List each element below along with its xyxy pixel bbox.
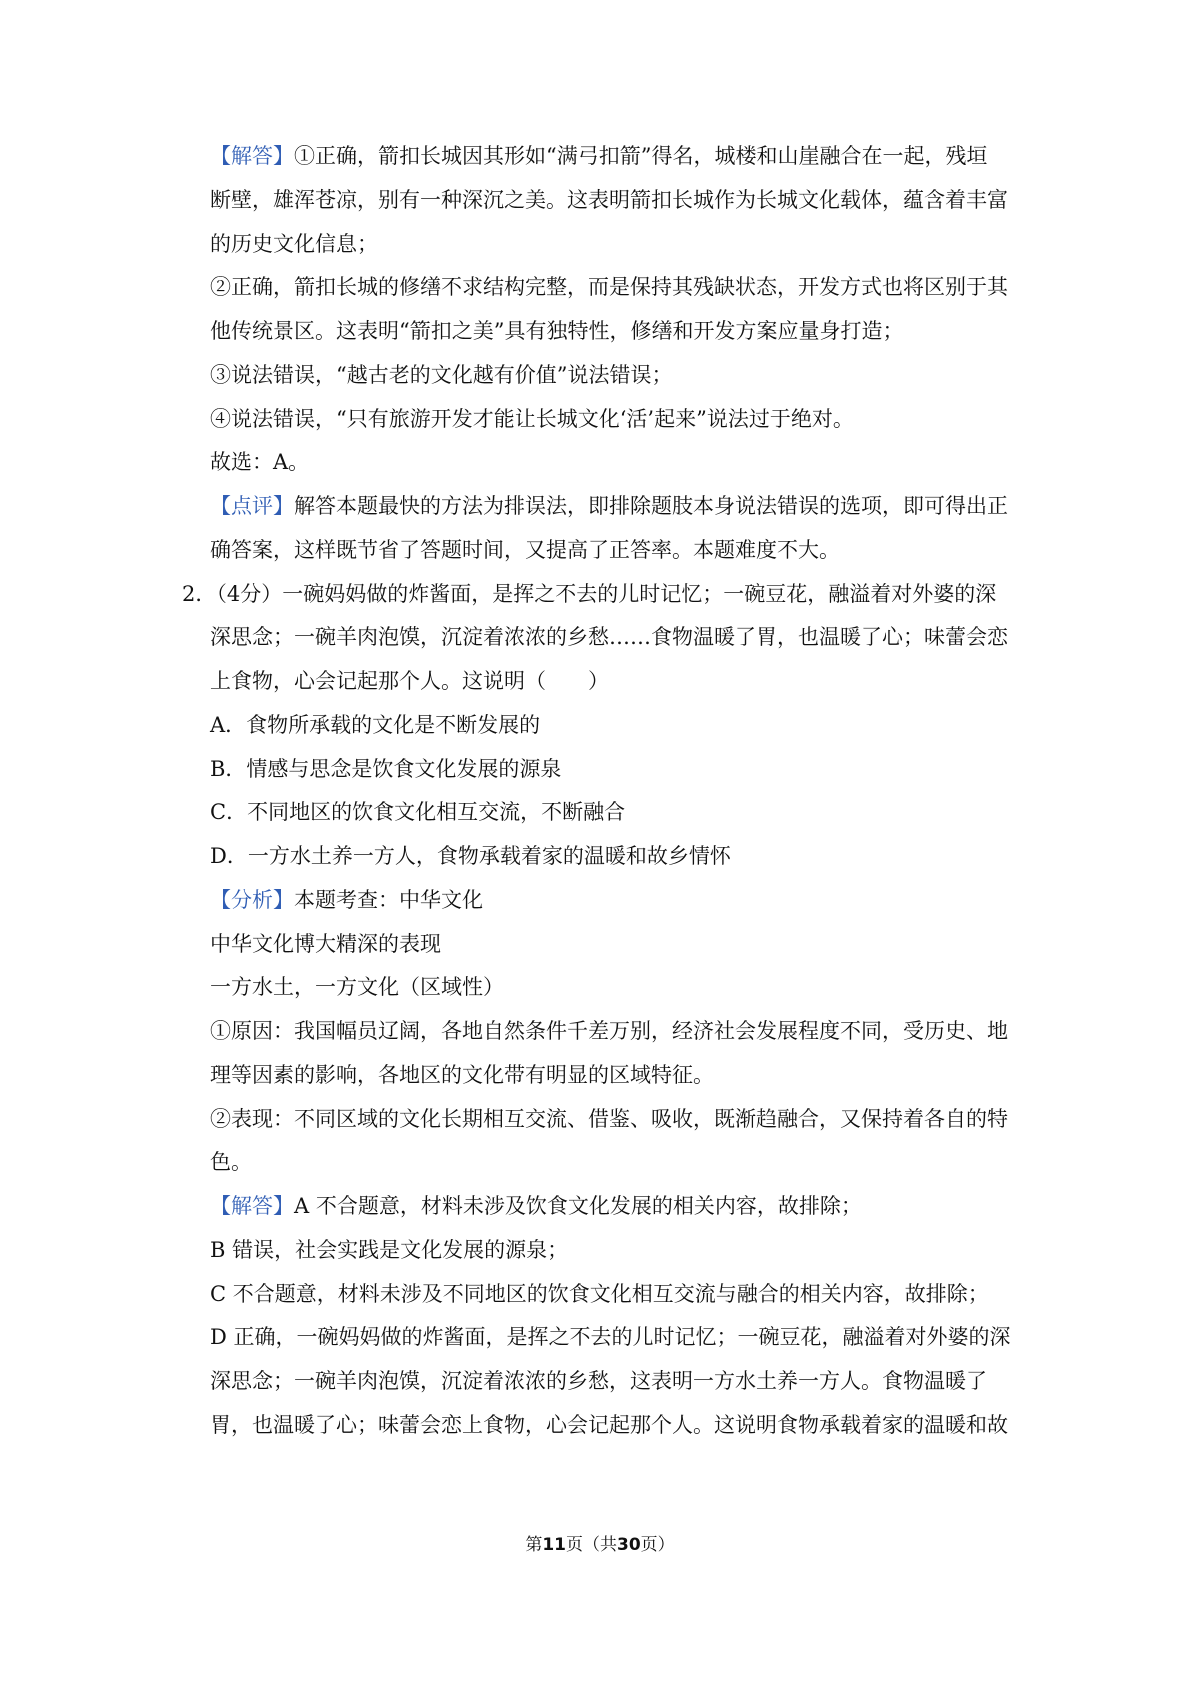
analysis-line-6: ②表现：不同区域的文化长期相互交流、借鉴、吸收，既渐趋融合，又保持着各自的特 [210,1107,1008,1131]
answer-tag: 【解答】 [210,144,294,168]
analysis-line-5: 理等因素的影响，各地区的文化带有明显的区域特征。 [210,1063,714,1087]
page-number: 11 [542,1535,566,1555]
answer2-line-5: 深思念；一碗羊肉泡馍，沉淀着浓浓的乡愁，这表明一方水土养一方人。食物温暖了 [210,1369,987,1393]
answer-choice-line: 故选：A。 [210,450,310,474]
answer-line-1: 【解答】①正确，箭扣长城因其形如“满弓扣箭”得名，城楼和山崖融合在一起，残垣 [210,144,988,168]
analysis-line-1: 【分析】本题考查：中华文化 [210,888,483,912]
option-c: C．不同地区的饮食文化相互交流，不断融合 [210,800,626,824]
review-line-2: 确答案，这样既节省了答题时间，又提高了正答率。本题难度不大。 [210,538,840,562]
answer-line-2: 断壁，雄浑苍凉，别有一种深沉之美。这表明箭扣长城作为长城文化载体，蕴含着丰富 [210,188,1008,212]
analysis-line-7: 色。 [210,1150,252,1174]
answer-line-6: ③说法错误，“越古老的文化越有价值”说法错误； [210,363,673,387]
answer2-line-2: B 错误，社会实践是文化发展的源泉； [210,1238,569,1262]
analysis-line-4: ①原因：我国幅员辽阔，各地自然条件千差万别，经济社会发展程度不同，受历史、地 [210,1019,1008,1043]
answer2-tag: 【解答】 [210,1194,294,1218]
answer-line-5: 他传统景区。这表明“箭扣之美”具有独特性，修缮和开发方案应量身打造； [210,319,904,343]
answer-line-7: ④说法错误，“只有旅游开发才能让长城文化‘活’起来”说法过于绝对。 [210,407,854,431]
review-line-1: 【点评】解答本题最快的方法为排误法，即排除题肢本身说法错误的选项，即可得出正 [210,494,1008,518]
analysis-tag: 【分析】 [210,888,294,912]
option-b: B．情感与思念是饮食文化发展的源泉 [210,757,562,781]
analysis-line-2: 中华文化博大精深的表现 [210,932,441,956]
option-a: A．食物所承载的文化是不断发展的 [210,713,541,737]
option-d: D．一方水土养一方人，食物承载着家的温暖和故乡情怀 [210,844,731,868]
answer2-line-1: 【解答】A 不合题意，材料未涉及饮食文化发展的相关内容，故排除； [210,1194,862,1218]
review-tag: 【点评】 [210,494,294,518]
analysis-line-3: 一方水土，一方文化（区域性） [210,975,504,999]
question-line-1: 2．（4分）一碗妈妈做的炸酱面，是挥之不去的儿时记忆；一碗豆花，融溢着对外婆的深 [182,582,997,606]
answer2-line-3: C 不合题意，材料未涉及不同地区的饮食文化相互交流与融合的相关内容，故排除； [210,1282,989,1306]
answer-line-4: ②正确，箭扣长城的修缮不求结构完整，而是保持其残缺状态，开发方式也将区别于其 [210,275,1008,299]
answer2-line-6: 胃，也温暖了心；味蕾会恋上食物，心会记起那个人。这说明食物承载着家的温暖和故 [210,1413,1008,1437]
answer2-line-4: D 正确，一碗妈妈做的炸酱面，是挥之不去的儿时记忆；一碗豆花，融溢着对外婆的深 [210,1325,1011,1349]
question-line-2: 深思念；一碗羊肉泡馍，沉淀着浓浓的乡愁……食物温暖了胃，也温暖了心；味蕾会恋 [210,625,1008,649]
page-footer: 第11页（共30页） [525,1535,675,1555]
answer-line-3: 的历史文化信息； [210,232,378,256]
question-line-3: 上食物，心会记起那个人。这说明（ ） [210,669,609,693]
total-pages: 30 [617,1535,641,1555]
